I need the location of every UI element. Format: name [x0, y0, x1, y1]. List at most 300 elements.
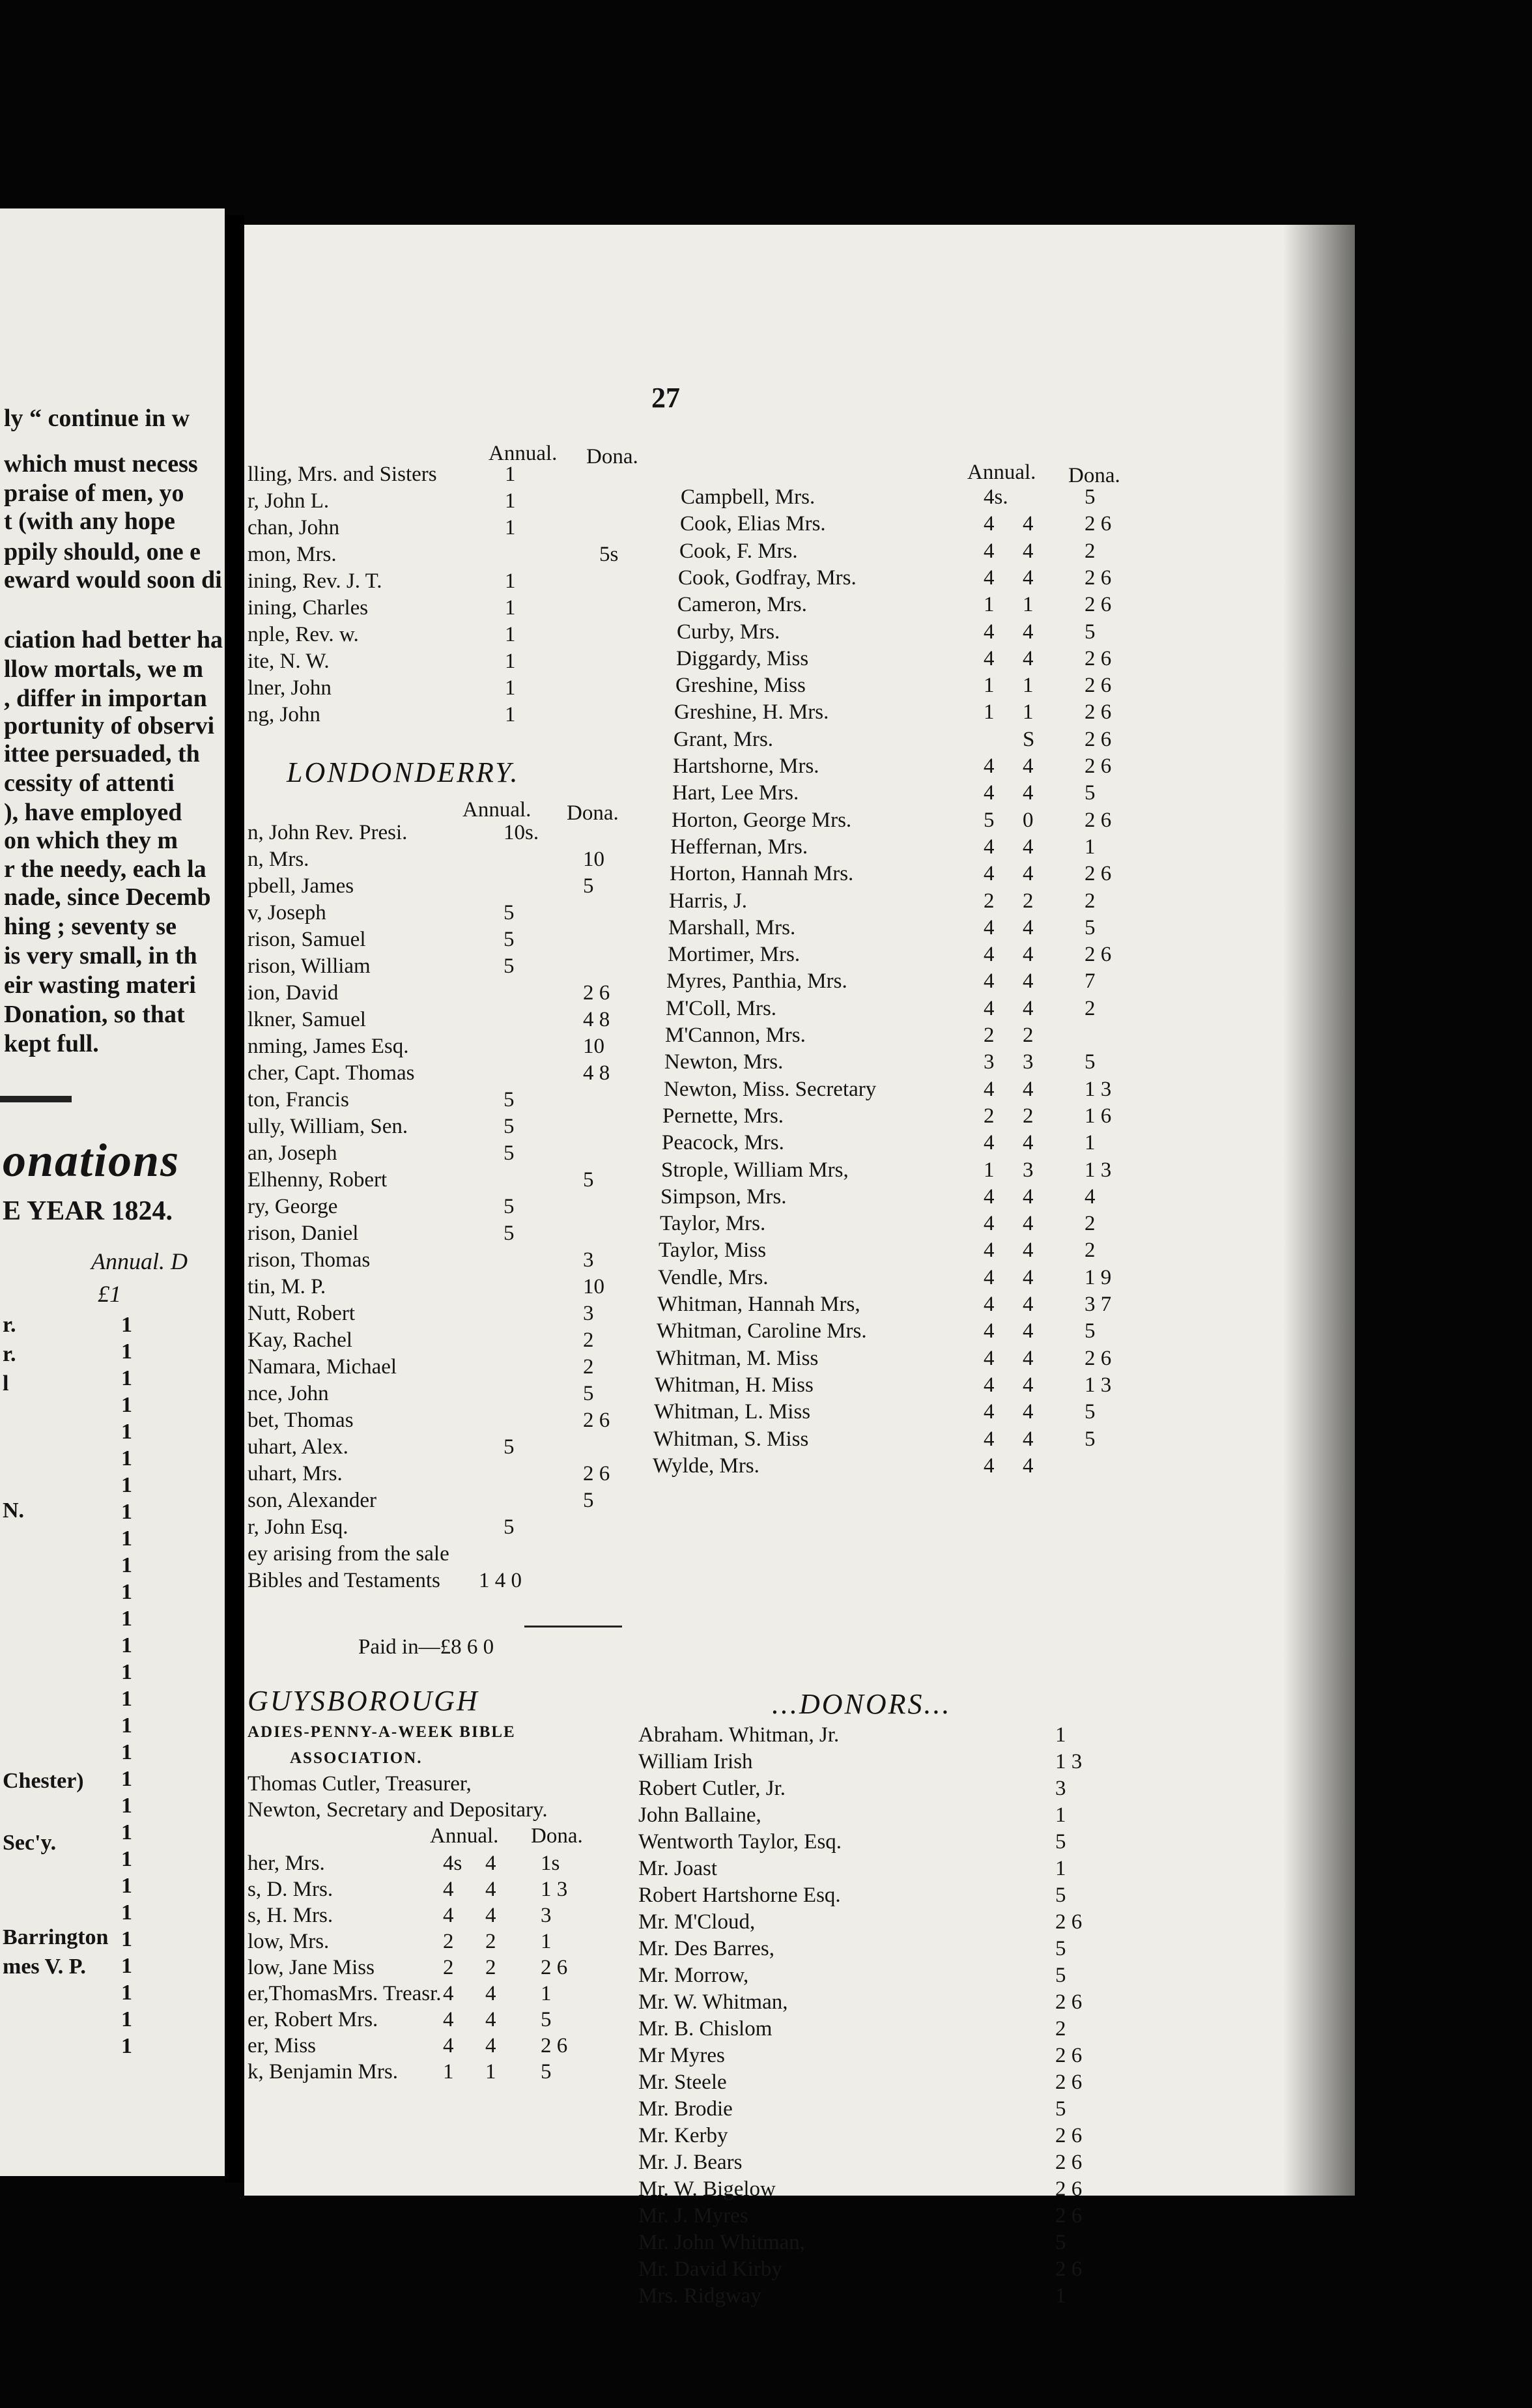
annual-value: 4 — [984, 862, 995, 886]
annual-value: 4 — [1023, 1346, 1034, 1370]
list-item-name: M'Cannon, Mrs. — [665, 1024, 806, 1047]
section-year: E YEAR 1824. — [3, 1196, 173, 1226]
annual-value: 1 — [1023, 700, 1034, 724]
dona-value: 5 — [541, 2008, 552, 2031]
donor-amount: 1 — [1055, 1857, 1066, 1880]
secretary-line: Newton, Secretary and Depositary. — [248, 1798, 548, 1822]
annual-value: 4 — [1023, 1212, 1034, 1236]
text-line: eward would soon di — [4, 566, 222, 594]
donor-name: Mr. Morrow, — [638, 1964, 749, 1987]
amount: 1 — [121, 1420, 132, 1444]
annual-value: 4 — [984, 943, 995, 967]
text-line: llow mortals, we m — [4, 655, 204, 683]
donor-name: Mr. B. Chislom — [638, 2017, 773, 2041]
annual-value: 4 — [485, 1904, 496, 1927]
annual-value: 4 — [984, 1239, 995, 1263]
amount: 1 — [121, 1660, 132, 1684]
right-page — [244, 225, 1355, 2308]
dona-value: 10 — [583, 1275, 604, 1298]
list-item-name: s, D. Mrs. — [248, 1878, 333, 1901]
donor-name: Robert Cutler, Jr. — [638, 1777, 786, 1800]
dona-value: 1 — [541, 1930, 552, 1953]
list-item-name: Cook, Godfray, Mrs. — [678, 566, 857, 590]
annual-value: 1 — [984, 1158, 995, 1182]
dona-value: 2 6 — [1085, 1346, 1112, 1370]
annual-value: 4 — [984, 1077, 995, 1101]
dona-value: 2 6 — [541, 1956, 568, 1979]
annual-value: 4 — [1023, 1265, 1034, 1289]
dona-value: 2 6 — [1085, 700, 1112, 724]
donor-name: Mr. J. Myres — [638, 2204, 748, 2228]
list-item-name: Grant, Mrs. — [674, 727, 774, 751]
annual-value: 4 — [984, 835, 995, 859]
amount: 1 — [121, 1366, 132, 1390]
dona-value: 2 6 — [1085, 754, 1112, 778]
list-item-name: nple, Rev. w. — [248, 623, 359, 646]
text-line: which must necess — [4, 450, 198, 478]
dona-value: 1 — [1085, 1131, 1096, 1155]
list-item-name: Taylor, Mrs. — [660, 1212, 766, 1236]
annual-value: 2 — [485, 1956, 496, 1979]
donor-name: William Irish — [638, 1750, 753, 1773]
annual-value: 1 — [505, 516, 516, 539]
row-label: N. — [3, 1498, 25, 1523]
donor-amount: 2 6 — [1055, 2258, 1083, 2281]
annual-value: 5 — [504, 954, 515, 978]
annual-value: 1 — [505, 676, 516, 700]
list-item-name: Whitman, S. Miss — [653, 1427, 809, 1451]
dona-value: 2 — [1085, 1239, 1096, 1263]
list-item-name: Campbell, Mrs. — [681, 485, 816, 509]
list-item-name: Hartshorne, Mrs. — [673, 754, 819, 778]
annual-value: 1 — [505, 569, 516, 593]
annual-value: 4 — [1023, 996, 1034, 1020]
amount: 1 — [121, 1607, 132, 1631]
donor-amount: 1 — [1055, 2284, 1066, 2308]
dona-value: 5 — [1085, 915, 1096, 939]
dona-value: 7 — [1085, 969, 1096, 994]
amount: 1 — [121, 1500, 132, 1524]
text-line: t (with any hope — [4, 508, 175, 535]
text-line: ), have employed — [4, 799, 182, 826]
row-label: mes V. P. — [3, 1955, 86, 1979]
annual-value: 4 — [443, 2008, 454, 2031]
dona-value: 5 — [583, 1168, 594, 1192]
donor-name: Mr. David Kirby — [638, 2258, 782, 2281]
donor-amount: 2 6 — [1055, 2177, 1083, 2201]
donor-amount: 2 6 — [1055, 1990, 1083, 2014]
annual-value: 2 — [485, 1930, 496, 1953]
annual-value: 4 — [984, 969, 995, 994]
annual-value: 4 — [984, 620, 995, 644]
amount: 1 — [121, 1713, 132, 1738]
annual-value: 5 — [504, 1222, 515, 1245]
association-label: ASSOCIATION. — [290, 1749, 423, 1767]
amount: 1 — [121, 1927, 132, 1951]
donor-amount: 5 — [1055, 1884, 1066, 1907]
annual-value: 10s. — [504, 821, 539, 844]
column-header-annual: Annual. — [462, 798, 532, 822]
row-label: Barrington — [3, 1925, 109, 1949]
annual-value: 4 — [984, 1346, 995, 1370]
list-item-name: Taylor, Miss — [659, 1239, 767, 1263]
dona-value: 5 — [583, 1489, 594, 1512]
annual-value: 4 — [1023, 1239, 1034, 1263]
donor-amount: 5 — [1055, 2097, 1066, 2121]
list-item-name: Horton, George Mrs. — [672, 808, 852, 832]
list-item-name: Whitman, L. Miss — [654, 1400, 811, 1424]
annual-value: 3 — [1023, 1158, 1034, 1182]
list-item-name: ion, David — [248, 981, 339, 1005]
list-item-name: Horton, Hannah Mrs. — [670, 862, 854, 886]
dona-value: 5 — [1085, 1427, 1096, 1451]
donor-amount: 2 6 — [1055, 2204, 1083, 2228]
annual-value: 4 — [1023, 943, 1034, 967]
annual-value: 5 — [504, 928, 515, 951]
list-item-name: Pernette, Mrs. — [662, 1104, 784, 1128]
annual-value: 0 — [1023, 808, 1034, 832]
left-page-fragment — [0, 208, 225, 2176]
annual-value: 2 — [984, 1024, 995, 1047]
list-item-name: rison, Thomas — [248, 1248, 371, 1272]
annual-value: 2 — [443, 1956, 454, 1979]
section-heading: onations — [3, 1134, 180, 1186]
annual-value: 4 — [984, 1265, 995, 1289]
annual-value: 4 — [1023, 835, 1034, 859]
list-item-name: uhart, Mrs. — [248, 1462, 343, 1485]
list-item-name: Greshine, H. Mrs. — [674, 700, 829, 724]
annual-value: 4 — [984, 1184, 995, 1209]
list-item-name: her, Mrs. — [248, 1852, 325, 1875]
annual-value: 5 — [504, 1115, 515, 1138]
annual-value: 4 — [1023, 1293, 1034, 1316]
list-item-name: M'Coll, Mrs. — [666, 996, 777, 1020]
list-item-name: v, Joseph — [248, 901, 326, 924]
annual-value: 1 — [1023, 674, 1034, 698]
annual-value: 4 — [984, 512, 995, 536]
annual-value: 3 — [1023, 1050, 1034, 1074]
text-line: ciation had better ha — [4, 626, 223, 653]
dona-value: 1 — [541, 1982, 552, 2005]
row-label: Sec'y. — [3, 1831, 57, 1855]
amount: 1 — [121, 2034, 132, 2058]
dona-value: 2 6 — [583, 1462, 610, 1485]
dona-value: 2 — [583, 1328, 594, 1352]
list-item-name: Cook, Elias Mrs. — [680, 512, 826, 536]
annual-value: 2 — [1023, 1024, 1034, 1047]
annual-value: 4 — [1023, 539, 1034, 563]
list-item-name: Nutt, Robert — [248, 1302, 355, 1325]
amount: 1 — [121, 1847, 132, 1871]
list-item-name: Whitman, H. Miss — [655, 1373, 814, 1397]
annual-value: 4 — [485, 1878, 496, 1901]
dona-value: 5s — [599, 543, 619, 566]
amount: 1 — [121, 1820, 132, 1844]
amount: 1 — [121, 1767, 132, 1791]
association-name: ADIES-PENNY-A-WEEK BIBLE — [248, 1723, 516, 1741]
list-item-name: Myres, Panthia, Mrs. — [666, 969, 847, 994]
list-item-name: k, Benjamin Mrs. — [248, 2060, 398, 2084]
text-line: ittee persuaded, th — [4, 740, 200, 767]
dona-value: 1s — [541, 1852, 560, 1875]
dona-value: 2 6 — [1085, 593, 1112, 617]
annual-value: 4 — [1023, 620, 1034, 644]
dona-value: 2 6 — [583, 981, 610, 1005]
annual-value: 4 — [984, 1454, 995, 1478]
donor-name: Mr. W. Bigelow — [638, 2177, 776, 2201]
annual-value: 5 — [504, 1088, 515, 1111]
list-item-name: Whitman, M. Miss — [656, 1346, 819, 1370]
annual-value: 4 — [1023, 1427, 1034, 1451]
list-item-name: er, Robert Mrs. — [248, 2008, 378, 2031]
list-item-name: n, John Rev. Presi. — [248, 821, 408, 844]
dona-value: 3 7 — [1085, 1293, 1112, 1316]
list-item-name: rison, Daniel — [248, 1222, 359, 1245]
annual-value: 2 — [1023, 1104, 1034, 1128]
list-item-name: Peacock, Mrs. — [662, 1131, 784, 1155]
amount: 1 — [121, 1687, 132, 1711]
amount: 1 — [121, 1794, 132, 1818]
annual-value: 1 — [443, 2060, 454, 2084]
donor-amount: 1 — [1055, 1803, 1066, 1827]
annual-value: 1 — [485, 2060, 496, 2084]
donor-name: Mr. Des Barres, — [638, 1937, 774, 1960]
annual-value: 3 — [984, 1050, 995, 1074]
annual-value: 4 — [1023, 915, 1034, 939]
list-item-name: Cameron, Mrs. — [677, 593, 807, 617]
dona-value: 4 8 — [583, 1008, 610, 1031]
annual-value: 1 4 0 — [479, 1569, 522, 1592]
text-line: cessity of attenti — [4, 769, 175, 797]
annual-value: 1 — [505, 623, 516, 646]
dona-value: 2 — [1085, 889, 1096, 913]
donor-name: Mr. Kerby — [638, 2124, 728, 2147]
annual-value: 4 — [443, 1878, 454, 1901]
dona-value: 2 6 — [1085, 727, 1112, 751]
annual-value: 4 — [984, 1427, 995, 1451]
amount: 1 — [121, 1900, 132, 1925]
list-item-name: Kay, Rachel — [248, 1328, 352, 1352]
list-item-name: Simpson, Mrs. — [660, 1184, 787, 1209]
donor-name: John Ballaine, — [638, 1803, 761, 1827]
amount: £1 — [98, 1281, 121, 1307]
amount: 1 — [121, 1393, 132, 1417]
amount: 1 — [121, 1633, 132, 1657]
dona-value: 1 — [1085, 835, 1096, 859]
annual-value: 2 — [443, 1930, 454, 1953]
donor-amount: 2 6 — [1055, 1910, 1083, 1934]
column-header-dona: Dona. — [567, 801, 619, 825]
text-line: r the needy, each la — [4, 855, 206, 883]
list-item-name: pbell, James — [248, 874, 354, 898]
list-item-name: nce, John — [248, 1382, 329, 1405]
donor-name: Robert Hartshorne Esq. — [638, 1884, 841, 1907]
amount: 1 — [121, 1340, 132, 1364]
dona-value: 5 — [1085, 1319, 1096, 1343]
donor-name: Abraham. Whitman, Jr. — [638, 1723, 840, 1747]
dona-value: 1 3 — [1085, 1077, 1112, 1101]
text-line: praise of men, yo — [4, 480, 184, 507]
donor-name: Mr. John Whitman, — [638, 2231, 806, 2254]
list-item-name: Elhenny, Robert — [248, 1168, 388, 1192]
dona-value: 2 6 — [1085, 862, 1112, 886]
page-edge-shadow — [1283, 225, 1355, 2196]
annual-value: 4 — [984, 566, 995, 590]
annual-value: 2 — [1023, 889, 1034, 913]
annual-value: 1 — [505, 463, 516, 486]
text-line: portunity of observi — [4, 712, 214, 739]
annual-value: 1 — [505, 703, 516, 726]
list-item-name: ining, Charles — [248, 596, 369, 620]
dona-value: 2 — [1085, 1212, 1096, 1236]
annual-value: 4 — [984, 1319, 995, 1343]
dona-value: 2 6 — [1085, 674, 1112, 698]
annual-value: 4 — [485, 2008, 496, 2031]
list-item-name: Whitman, Caroline Mrs. — [657, 1319, 867, 1343]
dona-value: 2 6 — [1085, 646, 1112, 670]
list-item-name: Greshine, Miss — [675, 674, 806, 698]
list-item-name: low, Mrs. — [248, 1930, 330, 1953]
list-item-name: rison, Samuel — [248, 928, 366, 951]
list-item-name: lling, Mrs. and Sisters — [248, 463, 437, 486]
row-label: l — [3, 1371, 9, 1396]
annual-value: 5 — [504, 901, 515, 924]
dona-value: 2 6 — [583, 1409, 610, 1432]
list-item-name: Newton, Mrs. — [664, 1050, 784, 1074]
text-line: ppily should, one e — [4, 538, 201, 566]
annual-value: 4 — [1023, 754, 1034, 778]
dona-value: 2 6 — [1085, 808, 1112, 832]
dona-value: 5 — [583, 874, 594, 898]
list-item-name: an, Joseph — [248, 1141, 337, 1165]
annual-value: 4 — [984, 754, 995, 778]
annual-value: 4 — [984, 1400, 995, 1424]
list-item-name: r, John L. — [248, 489, 330, 513]
annual-value: 4 — [1023, 1077, 1034, 1101]
dona-value: 2 6 — [1085, 566, 1112, 590]
donor-name: Mrs. Ridgway — [638, 2284, 761, 2308]
dona-value: 2 6 — [1085, 512, 1112, 536]
amount: 1 — [121, 1446, 132, 1470]
donor-amount: 5 — [1055, 1937, 1066, 1960]
annual-value: 4 — [984, 781, 995, 805]
dona-value: 4 — [1085, 1184, 1096, 1209]
dona-value: 5 — [1085, 781, 1096, 805]
column-header-dona: Dona. — [531, 1824, 583, 1848]
donor-name: Mr Myres — [638, 2044, 725, 2067]
amount: 1 — [121, 1874, 132, 1898]
row-label: r. — [3, 1313, 16, 1337]
list-item-name: ry, George — [248, 1195, 338, 1218]
dona-value: 5 — [1085, 485, 1096, 509]
text-line: , differ in importan — [4, 685, 207, 712]
text-line: ly “ continue in w — [4, 405, 190, 432]
list-item-name: bet, Thomas — [248, 1409, 354, 1432]
dona-value: 2 6 — [541, 2034, 568, 2057]
list-item-name: Mortimer, Mrs. — [668, 943, 801, 967]
annual-value: 4 — [443, 1904, 454, 1927]
dona-value: 2 — [1085, 996, 1096, 1020]
donor-amount: 5 — [1055, 2231, 1066, 2254]
dona-value: 1 9 — [1085, 1265, 1112, 1289]
column-header-annual: Annual. — [489, 442, 558, 465]
dona-value: 5 — [1085, 1400, 1096, 1424]
list-item-name: Wylde, Mrs. — [653, 1454, 759, 1478]
list-item-name: son, Alexander — [248, 1489, 376, 1512]
annual-value: 4 — [1023, 862, 1034, 886]
amount: 1 — [121, 1526, 132, 1551]
list-item-name: uhart, Alex. — [248, 1435, 348, 1459]
list-item-name: chan, John — [248, 516, 340, 539]
list-item-name: s, H. Mrs. — [248, 1904, 333, 1927]
column-header-dona: Dona. — [1068, 464, 1120, 487]
donor-amount: 2 6 — [1055, 2044, 1083, 2067]
donor-amount: 2 6 — [1055, 2124, 1083, 2147]
list-item-name: Strople, William Mrs, — [661, 1158, 849, 1182]
column-header-annual: Annual. — [967, 461, 1036, 484]
rule — [0, 1096, 72, 1102]
amount: 1 — [121, 2007, 132, 2031]
donor-name: Mr. Brodie — [638, 2097, 733, 2121]
annual-value: 4s — [443, 1852, 462, 1875]
treasurer-line: Thomas Cutler, Treasurer, — [248, 1772, 472, 1796]
donor-name: Mr. Steele — [638, 2071, 727, 2094]
annual-value: 4 — [1023, 1319, 1034, 1343]
list-item-name: n, Mrs. — [248, 848, 309, 871]
annual-value: 5 — [504, 1515, 515, 1539]
list-item-name: Whitman, Hannah Mrs, — [657, 1293, 860, 1316]
list-item-name: Diggardy, Miss — [676, 646, 809, 670]
list-item-name: tin, M. P. — [248, 1275, 326, 1298]
donor-name: Wentworth Taylor, Esq. — [638, 1830, 842, 1854]
dona-value: 3 — [583, 1248, 594, 1272]
annual-value: 4 — [485, 1852, 496, 1875]
annual-value: 4s. — [984, 485, 1008, 509]
column-header: Annual. D — [91, 1248, 188, 1274]
text-line: kept full. — [4, 1030, 99, 1057]
text-line: eir wasting materi — [4, 971, 196, 999]
donor-amount: 1 — [1055, 1723, 1066, 1747]
list-item-name: mon, Mrs. — [248, 543, 337, 566]
annual-value: 1 — [984, 700, 995, 724]
list-item-name: Vendle, Mrs. — [658, 1265, 769, 1289]
list-item-name: Marshall, Mrs. — [668, 915, 796, 939]
annual-value: 4 — [984, 1293, 995, 1316]
donor-amount: 2 6 — [1055, 2071, 1083, 2094]
annual-value: 2 — [984, 1104, 995, 1128]
annual-value: 1 — [505, 596, 516, 620]
annual-value: 4 — [984, 646, 995, 670]
annual-value: 4 — [984, 915, 995, 939]
donor-name: Mr. W. Whitman, — [638, 1990, 788, 2014]
total-rule — [524, 1626, 622, 1627]
dona-value: 1 6 — [1085, 1104, 1112, 1128]
annual-value: 4 — [443, 1982, 454, 2005]
list-item-name: Newton, Miss. Secretary — [664, 1077, 877, 1101]
list-item-name: ite, N. W. — [248, 650, 330, 673]
annual-value: 5 — [504, 1195, 515, 1218]
donor-amount: 1 3 — [1055, 1750, 1083, 1773]
annual-value: 4 — [1023, 1454, 1034, 1478]
amount: 1 — [121, 1580, 132, 1604]
annual-value: 4 — [1023, 1373, 1034, 1397]
section-title-londonderry: LONDONDERRY. — [287, 756, 520, 788]
list-item-name: low, Jane Miss — [248, 1956, 375, 1979]
dona-value: 1 3 — [541, 1878, 568, 1901]
donor-amount: 3 — [1055, 1777, 1066, 1800]
amount: 1 — [121, 1473, 132, 1497]
text-line: nade, since Decemb — [4, 883, 211, 911]
